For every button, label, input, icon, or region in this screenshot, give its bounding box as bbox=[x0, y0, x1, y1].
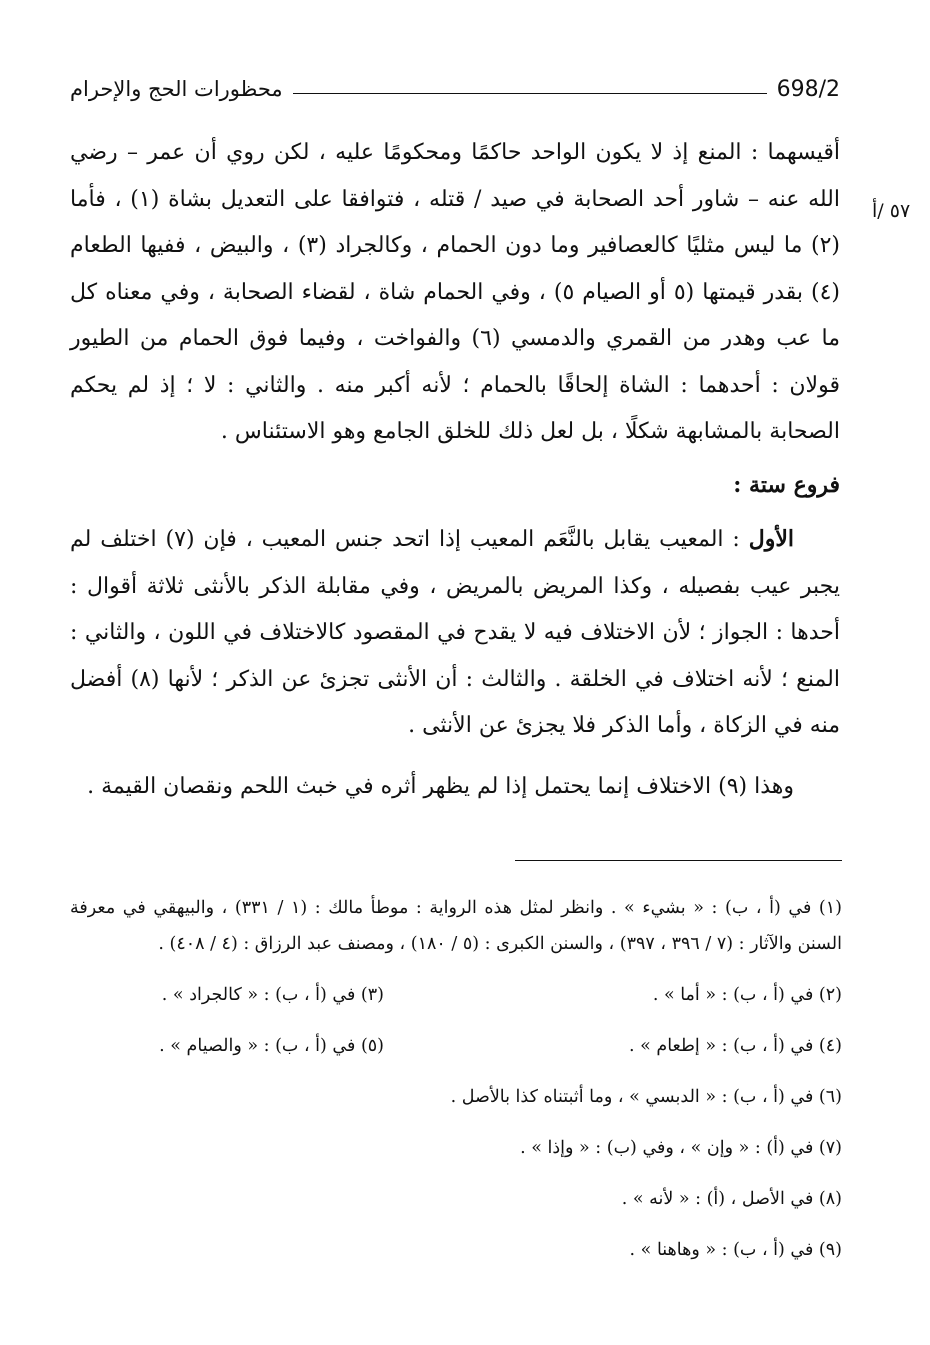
paragraph-2-lead-word: الأول bbox=[748, 526, 794, 552]
page-number: 698/2 bbox=[776, 76, 840, 102]
footnote-3: (٣) في (أ ، ب) : « كالجراد » . bbox=[161, 985, 384, 1005]
header-rule bbox=[293, 93, 767, 94]
footnotes bbox=[70, 890, 842, 1283]
running-title: محظورات الحج والإحرام bbox=[70, 77, 283, 101]
footnote-7: (٧) في (أ) : « وإن » ، وفي (ب) : « وإذا » . bbox=[520, 1138, 842, 1158]
footnote-1: (١) في (أ ، ب) : « بشيء » . وانظر لمثل هذه الرواية : موطأ مالك : (١ / ٣٣١) ، والبيهقي في معرفة السنن والآثار : (٧ / ٣٩٦ ، ٣٩٧) ، والسنن الكبرى : (٥ / ١٨٠) ، ومصنف عبد الرزاق : (٤ / ٤٠٨) . bbox=[70, 898, 842, 954]
footnote-9: (٩) في (أ ، ب) : « وهاهنا » . bbox=[629, 1240, 842, 1260]
footnote-2: (٢) في (أ ، ب) : « أما » . bbox=[652, 985, 842, 1005]
paragraph-1: أقيسهما : المنع إذ لا يكون الواحد حاكمًا ومحكومًا عليه ، لكن روي أن عمر – رضي الله عنه – شاور أحد الصحابة في صيد / قتله ، فتوافقا على التعديل بشاة (١) ، فأما (٢) ما ليس مثليًا كالعصافير وما دون الحمام ، وكالجراد (٣) ، والبيض ، ففيها الطعام (٤) بقدر قيمتها (٥ أو الصيام ٥) ، وفي الحمام شاة ، لقضاء الصحابة ، وفي معناه كل ما عب وهدر من القمري والدمسي (٦) والفواخت ، وفيما فوق الحمام من الطيور قولان : أحدهما : الشاة إلحاقًا بالحمام ؛ لأنه أكبر منه . والثاني : لا ؛ إذ لم يحكم الصحابة بالمشابهة شكلًا ، بل لعل ذلك للخلق الجامع وهو الاستئناس . bbox=[70, 140, 840, 444]
section-heading: فروع ستة : bbox=[733, 471, 840, 498]
main-text bbox=[70, 130, 840, 810]
footnote-4: (٤) في (أ ، ب) : « إطعام » . bbox=[629, 1036, 842, 1056]
footnote-separator bbox=[515, 860, 842, 861]
footnote-8: (٨) في الأصل ، (أ) : « لأنه » . bbox=[621, 1189, 842, 1209]
paragraph-3: وهذا (٩) الاختلاف إنما يحتمل إذا لم يظهر أثره في خبث اللحم ونقصان القيمة . bbox=[87, 773, 794, 799]
footnote-row-4-5 bbox=[70, 1028, 842, 1064]
page-header bbox=[70, 72, 840, 106]
footnote-6: (٦) في (أ ، ب) : « الدبسي » ، وما أثبتناه كذا بالأصل . bbox=[450, 1087, 842, 1107]
footnote-5: (٥) في (أ ، ب) : « والصيام » . bbox=[159, 1036, 384, 1056]
footnote-row-2-3 bbox=[70, 977, 842, 1013]
paragraph-2 bbox=[70, 516, 840, 750]
paragraph-2-text: : المعيب يقابل بالنَّعَم المعيب إذا اتحد جنس المعيب ، فإن (٧) اختلف لم يجبر عيب بفصيله ، وكذا المريض بالمريض ، وفي مقابلة الذكر بالأنثى ثلاثة أقوال : أحدها : الجواز ؛ لأن الاختلاف فيه لا يقدح في المقصود كالاختلاف في اللون ، والثاني : المنع ؛ لأنه اختلاف في الخلقة . والثالث : أن الأنثى تجزئ عن الذكر ؛ لأنها (٨) أفضل منه في الزكاة ، وأما الذكر فلا يجزئ عن الأنثى . bbox=[70, 527, 840, 738]
manuscript-folio-marker: ٥٧ /أ bbox=[872, 200, 911, 222]
